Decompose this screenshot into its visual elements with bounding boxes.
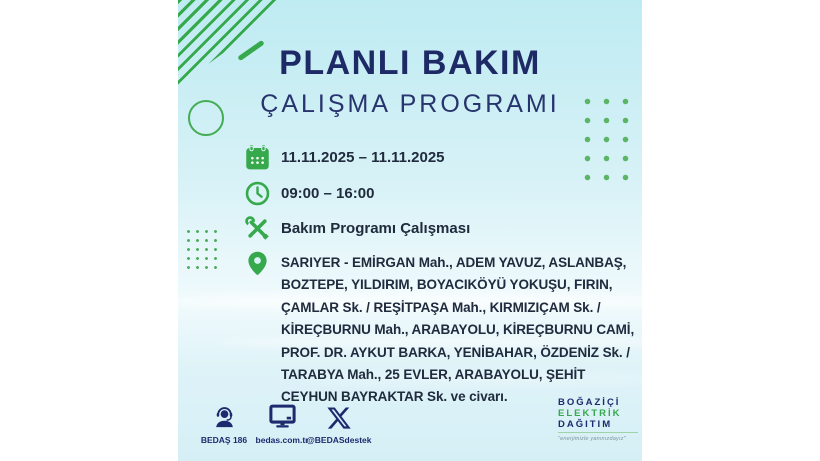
logo-line-1: BOĞAZİÇİ [558,397,621,408]
date-row [244,144,445,171]
contact-callcenter-label: BEDAŞ 186 [200,435,248,445]
contact-social [306,401,372,445]
company-logo [558,397,638,445]
location-row [244,250,634,409]
logo-tagline: "enerjimizle yanınızdayız" [558,432,638,445]
time-range-text: 09:00 – 16:00 [281,185,375,202]
page-title [178,44,642,119]
title-line-2: ÇALIŞMA PROGRAMI [260,90,560,118]
time-row [244,180,374,207]
monitor-icon [250,401,314,431]
date-range-text: 11.11.2025 – 11.11.2025 [281,149,445,166]
maintenance-tools-icon [244,215,271,242]
support-agent-icon [194,401,254,431]
calendar-icon [244,144,271,171]
location-line: TARABYA Mah., 25 EVLER, ARABAYOLU, ŞEHİT [281,367,586,383]
location-line: SARIYER - EMİRGAN Mah., ADEM YAVUZ, ASLANBAŞ, [281,255,627,270]
contact-social-label: @BEDASdestek [306,435,372,445]
contact-website-label: bedas.com.tr [255,435,309,445]
location-line: KİREÇBURNU Mah., ARABAYOLU, KİREÇBURNU CAMİ, [281,322,635,338]
location-text-block [281,250,634,409]
location-line: PROF. DR. AYKUT BARKA, YENİBAHAR, ÖZDENİZ Sk. / [281,344,630,360]
title-line-1: PLANLI BAKIM [279,44,541,82]
contact-callcenter [194,401,254,445]
location-line: ÇAMLAR Sk. / REŞİTPAŞA Mah., KIRMIZIÇAM Sk. / [281,299,601,315]
logo-line-2: ELEKTRİK [558,408,622,419]
logo-line-3: DAĞITIM [558,419,613,430]
location-line: BOZTEPE, YILDIRIM, BOYACIKÖYÜ YOKUŞU, FIRIN, [281,277,613,293]
work-type-row [244,215,470,242]
work-type-text: Bakım Programı Çalışması [281,220,471,237]
x-social-icon [306,401,372,431]
dot-grid-left-decoration [183,226,222,274]
clock-icon [244,180,271,207]
announcement-card [178,0,642,461]
contact-website [250,401,314,445]
location-line: CEYHUN BAYRAKTAR Sk. ve civarı. [281,389,508,405]
location-pin-icon [244,250,271,277]
